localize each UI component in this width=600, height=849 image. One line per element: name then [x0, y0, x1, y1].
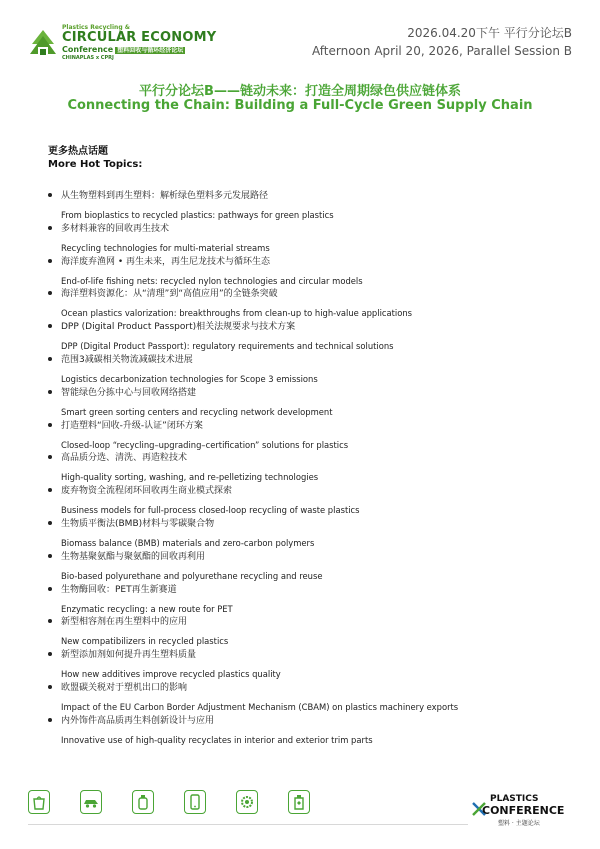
topic-cn: 海洋塑料资源化：从“清理”到“高值应用”的全链条突破 — [61, 289, 278, 300]
topic-en: DPP (Digital Product Passport): regulatory requirements and technical solutions — [61, 341, 394, 352]
session-date-en: Afternoon April 20, 2026, Parallel Session B — [312, 44, 572, 58]
topic-en: High-quality sorting, washing, and re-pelletizing technologies — [61, 472, 319, 483]
topic-cn: 海洋废弃渔网 • 再生未来，再生尼龙技术与循环生态 — [61, 256, 271, 267]
list-item — [48, 584, 558, 617]
bullet-icon — [48, 521, 52, 525]
topic-cn: 生物酶回收：PET再生新赛道 — [61, 584, 177, 595]
logo-line3-cn: 塑料回收与循环经济论坛 — [117, 47, 184, 54]
bullet-icon — [48, 685, 52, 689]
logo-line3 — [62, 45, 185, 54]
topic-cn: 新型添加剂如何提升再生塑料质量 — [61, 650, 197, 661]
page-title-en: Connecting the Chain: Building a Full-Cycle Green Supply Chain — [67, 98, 533, 113]
list-item — [48, 354, 558, 387]
bullet-icon — [48, 488, 52, 492]
topic-en: Biomass balance (BMB) materials and zero-carbon polymers — [61, 537, 315, 548]
topic-en: Business models for full-process closed-loop recycling of waste plastics — [61, 505, 360, 516]
topic-cn: 废弃物资全流程闭环回收再生商业模式探索 — [61, 486, 233, 497]
tree-logo-icon — [28, 28, 58, 58]
topic-en: How new additives improve recycled plastics quality — [61, 669, 281, 680]
bullet-icon — [48, 423, 52, 427]
page-header — [0, 0, 600, 70]
session-date-cn: 2026.04.20下午 平行分论坛B — [407, 26, 572, 40]
list-item — [48, 682, 558, 715]
list-item — [48, 288, 558, 321]
list-item — [48, 387, 558, 420]
logo-line2: CIRCULAR ECONOMY — [62, 30, 217, 45]
bullet-icon — [48, 193, 52, 197]
bullet-icon — [48, 718, 52, 722]
gear-leaf-icon — [236, 790, 258, 814]
topic-en: Enzymatic recycling: a new route for PET — [61, 603, 233, 614]
list-item — [48, 256, 558, 289]
list-item — [48, 616, 558, 649]
bullet-icon — [48, 291, 52, 295]
topic-cn: 智能绿色分拣中心与回收网络搭建 — [61, 387, 197, 398]
bullet-icon — [48, 455, 52, 459]
topic-en: Smart green sorting centers and recycling network development — [61, 406, 333, 417]
topic-en: Recycling technologies for multi-material streams — [61, 242, 270, 253]
list-item — [48, 485, 558, 518]
topic-en: Closed-loop “recycling–upgrading–certification” solutions for plastics — [61, 439, 349, 450]
list-item — [48, 551, 558, 584]
topic-en: Impact of the EU Carbon Border Adjustment Mechanism (CBAM) on plastics machinery exports — [61, 701, 459, 712]
topic-en: Ocean plastics valorization: breakthroughs from clean-up to high-value applications — [61, 308, 413, 319]
topic-cn: 欧盟碳关税对于塑机出口的影响 — [61, 682, 188, 693]
topic-en: End-of-life fishing nets: recycled nylon technologies and circular models — [61, 275, 363, 286]
brand-line1: PLASTICS — [490, 794, 539, 804]
bullet-icon — [48, 554, 52, 558]
page-footer — [0, 780, 600, 849]
recycle-bag-icon — [28, 790, 50, 814]
topic-cn: 多材料兼容的回收再生技术 — [61, 223, 170, 234]
bullet-icon — [48, 226, 52, 230]
bullet-icon — [48, 259, 52, 263]
list-item — [48, 649, 558, 682]
plastics-conference-logo — [476, 794, 572, 834]
topic-cn: 从生物塑料到再生塑料：解析绿色塑料多元发展路径 — [61, 191, 269, 201]
topic-cn: 内外饰件高品质再生料创新设计与应用 — [61, 715, 215, 726]
brand-line3: 塑料 · 主题论坛 — [498, 820, 540, 827]
footer-divider — [28, 824, 468, 825]
conference-logo — [28, 24, 248, 66]
topic-cn: 高品质分选、清洗、再造粒技术 — [61, 453, 188, 464]
list-item — [48, 518, 558, 551]
page-title-cn: 平行分论坛B——链动未来：打造全周期绿色供应链体系 — [139, 84, 461, 99]
list-item — [48, 223, 558, 256]
topic-en: From bioplastics to recycled plastics: pathways for green plastics — [61, 210, 334, 220]
bullet-icon — [48, 652, 52, 656]
jug-icon — [288, 790, 310, 814]
topic-cn: 打造塑料“回收-升级-认证”闭环方案 — [61, 420, 203, 431]
phone-recycle-icon — [184, 790, 206, 814]
topic-cn: 生物基聚氨酯与聚氨酯的回收再利用 — [61, 551, 206, 562]
bottle-icon — [132, 790, 154, 814]
topic-en: Logistics decarbonization technologies for Scope 3 emissions — [61, 373, 318, 384]
topic-cn: 范围3减碳相关物流减碳技术进展 — [61, 354, 193, 365]
topic-en: New compatibilizers in recycled plastics — [61, 636, 229, 647]
list-item — [48, 321, 558, 354]
bullet-icon — [48, 587, 52, 591]
list-item — [48, 190, 558, 223]
logo-line3-en: Conference — [62, 45, 114, 54]
section-heading-en: More Hot Topics: — [48, 159, 143, 170]
list-item — [48, 715, 558, 748]
logo-line1: Plastics Recycling & — [62, 24, 130, 31]
topics-list — [48, 190, 558, 748]
topic-en: Bio-based polyurethane and polyurethane recycling and reuse — [61, 570, 323, 581]
list-item — [48, 420, 558, 453]
topic-cn: DPP (Digital Product Passport)相关法规要求与技术方案 — [61, 322, 296, 333]
topic-cn: 新型相容剂在再生塑料中的应用 — [61, 617, 188, 628]
car-icon — [80, 790, 102, 814]
list-item — [48, 452, 558, 485]
bullet-icon — [48, 324, 52, 328]
section-heading-cn: 更多热点话题 — [48, 146, 108, 157]
bullet-icon — [48, 390, 52, 394]
bullet-icon — [48, 357, 52, 361]
bullet-icon — [48, 619, 52, 623]
topic-en: Innovative use of high-quality recyclates in interior and exterior trim parts — [61, 734, 373, 745]
topic-cn: 生物质平衡法(BMB)材料与零碳聚合物 — [61, 518, 215, 529]
brand-line2: CONFERENCE — [482, 804, 565, 817]
logo-line4: CHINAPLAS x CPRJ — [62, 55, 114, 61]
